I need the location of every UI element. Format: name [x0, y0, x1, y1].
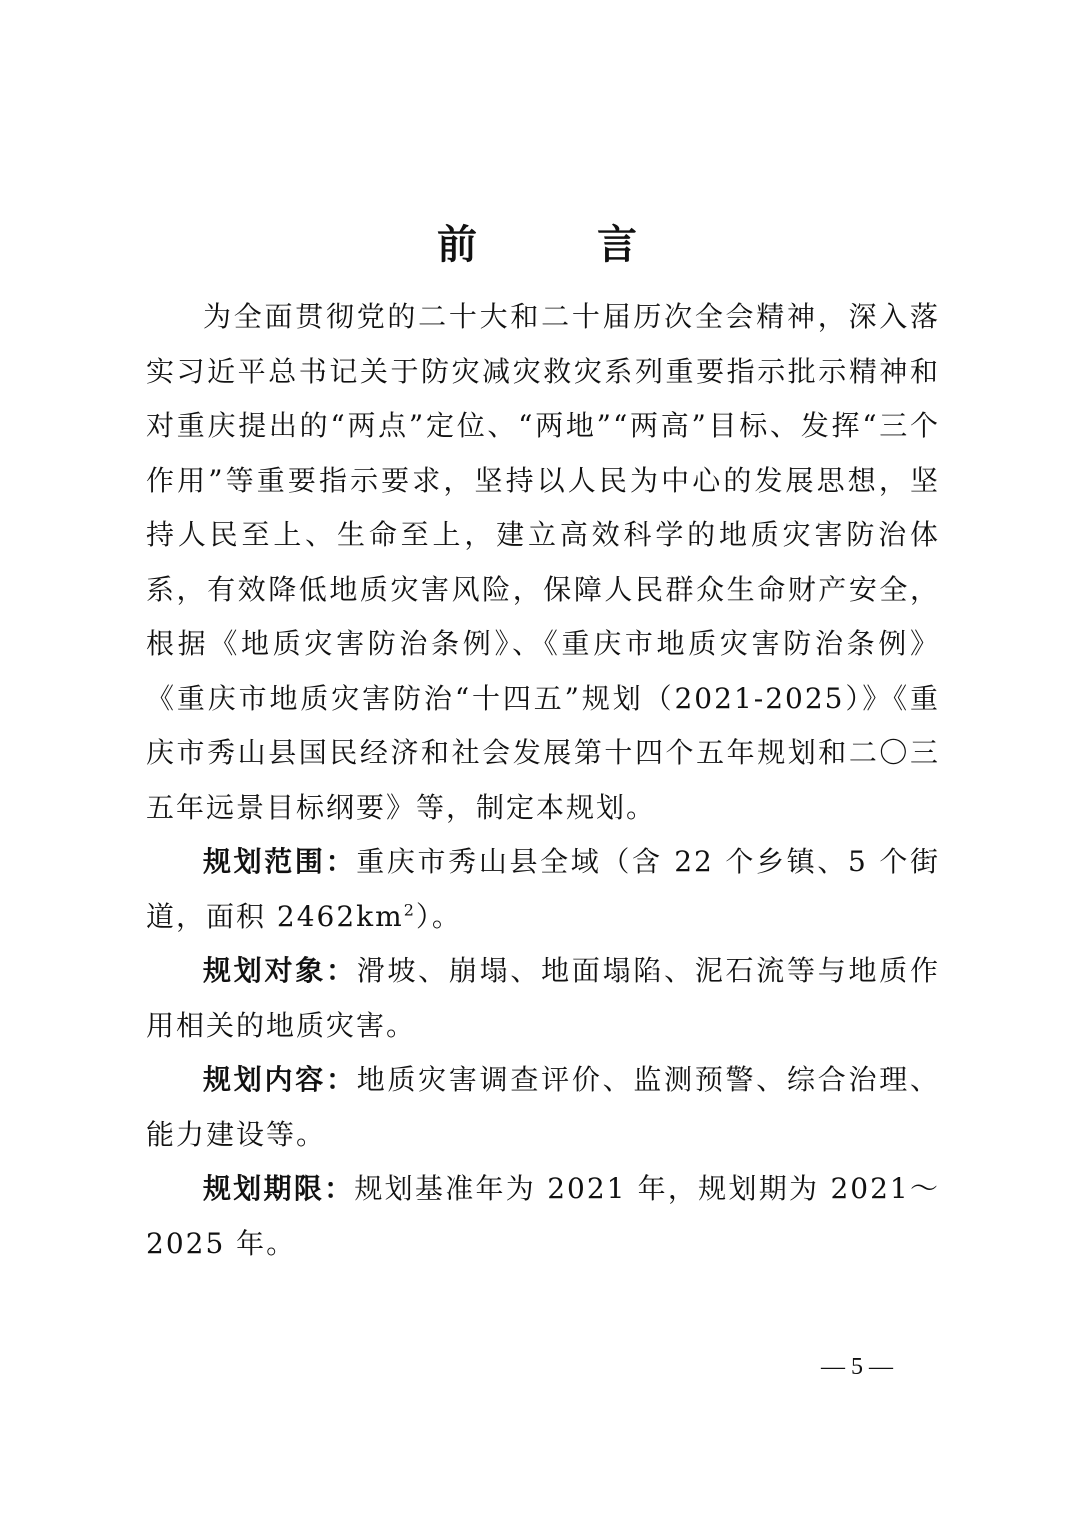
- period-text: 规划基准年为 2021 年，规划期为 2021～2025 年。: [146, 1172, 940, 1260]
- period-paragraph: [146, 1162, 940, 1271]
- page-number: — 5 —: [821, 1354, 893, 1380]
- scope-superscript: 2: [403, 900, 416, 920]
- intro-paragraph: 为全面贯彻党的二十大和二十届历次全会精神，深入落实习近平总书记关于防灾减灾救灾系列重要指示批示精神和对重庆提出的“两点”定位、“两地”“两高”目标、发挥“三个作用”等重要指示要求，坚持以人民为中心的发展思想，坚持人民至上、生命至上，建立高效科学的地质灾害防治体系，有效降低地质灾害风险，保障人民群众生命财产安全，根据《地质灾害防治条例》、《重庆市地质灾害防治条例》《重庆市地质灾害防治“十四五”规划（2021-2025）》《重庆市秀山县国民经济和社会发展第十四个五年规划和二〇三五年远景目标纲要》等，制定本规划。: [146, 300, 940, 824]
- object-text: 滑坡、崩塌、地面塌陷、泥石流等与地质作用相关的地质灾害。: [146, 954, 940, 1042]
- scope-text: 重庆市秀山县全域（含 22 个乡镇、5 个街道，面积 2462km: [146, 845, 940, 933]
- preface-body: [146, 290, 940, 1271]
- period-label: 规划期限：: [203, 1172, 355, 1205]
- scope-paragraph: [146, 835, 940, 944]
- scope-label: 规划范围：: [203, 845, 357, 878]
- object-label: 规划对象：: [203, 954, 357, 987]
- content-label: 规划内容：: [203, 1063, 357, 1096]
- object-paragraph: [146, 944, 940, 1053]
- scope-text-end: ）。: [415, 899, 462, 933]
- content-paragraph: [146, 1053, 940, 1162]
- page-title: 前 言: [437, 221, 677, 268]
- content-text: 地质灾害调查评价、监测预警、综合治理、能力建设等。: [146, 1063, 940, 1151]
